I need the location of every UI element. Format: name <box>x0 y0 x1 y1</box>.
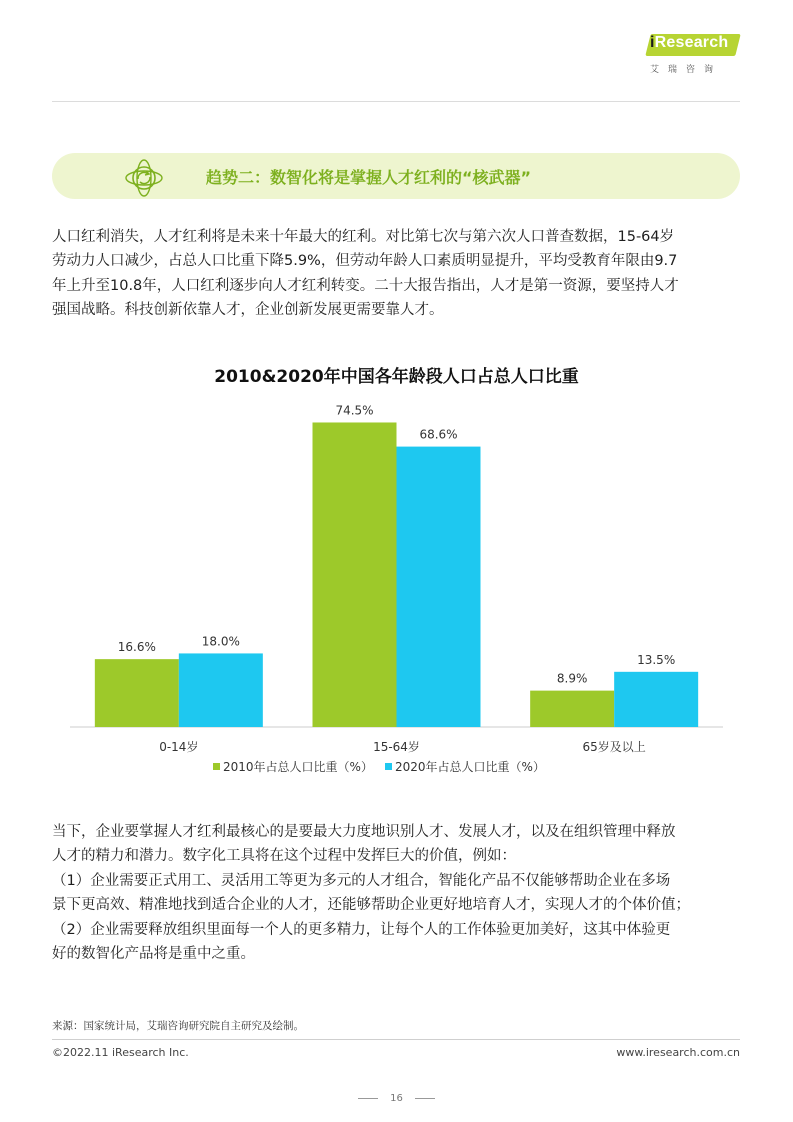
bar-2020 <box>614 672 698 727</box>
website-link[interactable]: www.iresearch.com.cn <box>616 1046 740 1059</box>
paragraph-line: 景下更高效、精准地找到适合企业的人才，还能够帮助企业更好地培育人才，实现人才的个体价值； <box>52 897 690 914</box>
logo-subtitle: 艾瑞咨询 <box>650 65 723 75</box>
paragraph-line: 人才的精力和潜力。数字化工具将在这个过程中发挥巨大的价值，例如： <box>52 848 516 865</box>
intro-paragraph <box>52 225 746 323</box>
section-title: 趋势二：数智化将是掌握人才红利的“核武器” <box>206 168 532 187</box>
category-label: 65岁及以上 <box>582 740 646 754</box>
data-label: 16.6% <box>117 640 156 655</box>
legend-label: 2020年占总人口比重（%） <box>395 760 545 774</box>
page-dash <box>358 1098 378 1099</box>
bar-2010 <box>95 659 179 727</box>
data-label: 68.6% <box>419 427 458 442</box>
paragraph-line: 好的数智化产品将是重中之重。 <box>52 946 255 963</box>
category-label: 0-14岁 <box>159 740 199 754</box>
page-dash <box>415 1098 435 1099</box>
data-label: 8.9% <box>556 671 588 686</box>
digital-cycle-icon <box>124 158 164 198</box>
page-number: 16 <box>0 1093 793 1104</box>
paragraph-line: 年上升至10.8年，人口红利逐步向人才红利转变。二十大报告指出，人才是第一资源，要坚持人才 <box>52 277 679 294</box>
paragraph-line: 强国战略。科技创新依靠人才，企业创新发展更需要靠人才。 <box>52 302 444 319</box>
bar-2020 <box>397 447 481 727</box>
paragraph-line: 劳动力人口减少，占总人口比重下降5.9%，但劳动年龄人口素质明显提升，平均受教育年限由9.7 <box>52 253 678 270</box>
body-paragraph <box>52 820 746 966</box>
header-divider <box>52 101 740 102</box>
paragraph-line: 人口红利消失，人才红利将是未来十年最大的红利。对比第七次与第六次人口普查数据，15-64岁 <box>52 229 675 245</box>
bar-2010 <box>530 691 614 727</box>
copyright-text: ©2022.11 iResearch Inc. <box>52 1046 189 1059</box>
paragraph-line: （1）企业需要正式用工、灵活用工等更为多元的人才组合，智能化产品不仅能够帮助企业在多场 <box>52 872 671 889</box>
population-bar-chart <box>0 380 793 800</box>
chart-title: 2010&2020年中国各年龄段人口占总人口比重 <box>214 367 579 387</box>
footer-divider <box>52 1039 740 1040</box>
legend-label: 2010年占总人口比重（%） <box>223 760 373 774</box>
iresearch-logo <box>646 30 742 78</box>
paragraph-line: （2）企业需要释放组织里面每一个人的更多精力，让每个人的工作体验更加美好，这其中体验更 <box>52 921 671 938</box>
legend-swatch <box>385 763 392 770</box>
category-label: 15-64岁 <box>373 740 420 754</box>
bar-2020 <box>179 653 263 727</box>
logo-wordmark: iResearch <box>650 34 729 51</box>
data-label: 13.5% <box>637 652 676 667</box>
data-label: 18.0% <box>201 634 240 649</box>
legend-swatch <box>213 763 220 770</box>
paragraph-line: 当下，企业要掌握人才红利最核心的是要最大力度地识别人才、发展人才，以及在组织管理中释放 <box>52 824 676 840</box>
bar-2010 <box>313 422 397 727</box>
source-note: 来源：国家统计局，艾瑞咨询研究院自主研究及绘制。 <box>52 1020 304 1032</box>
section-banner <box>52 153 740 199</box>
data-label: 74.5% <box>335 403 374 418</box>
